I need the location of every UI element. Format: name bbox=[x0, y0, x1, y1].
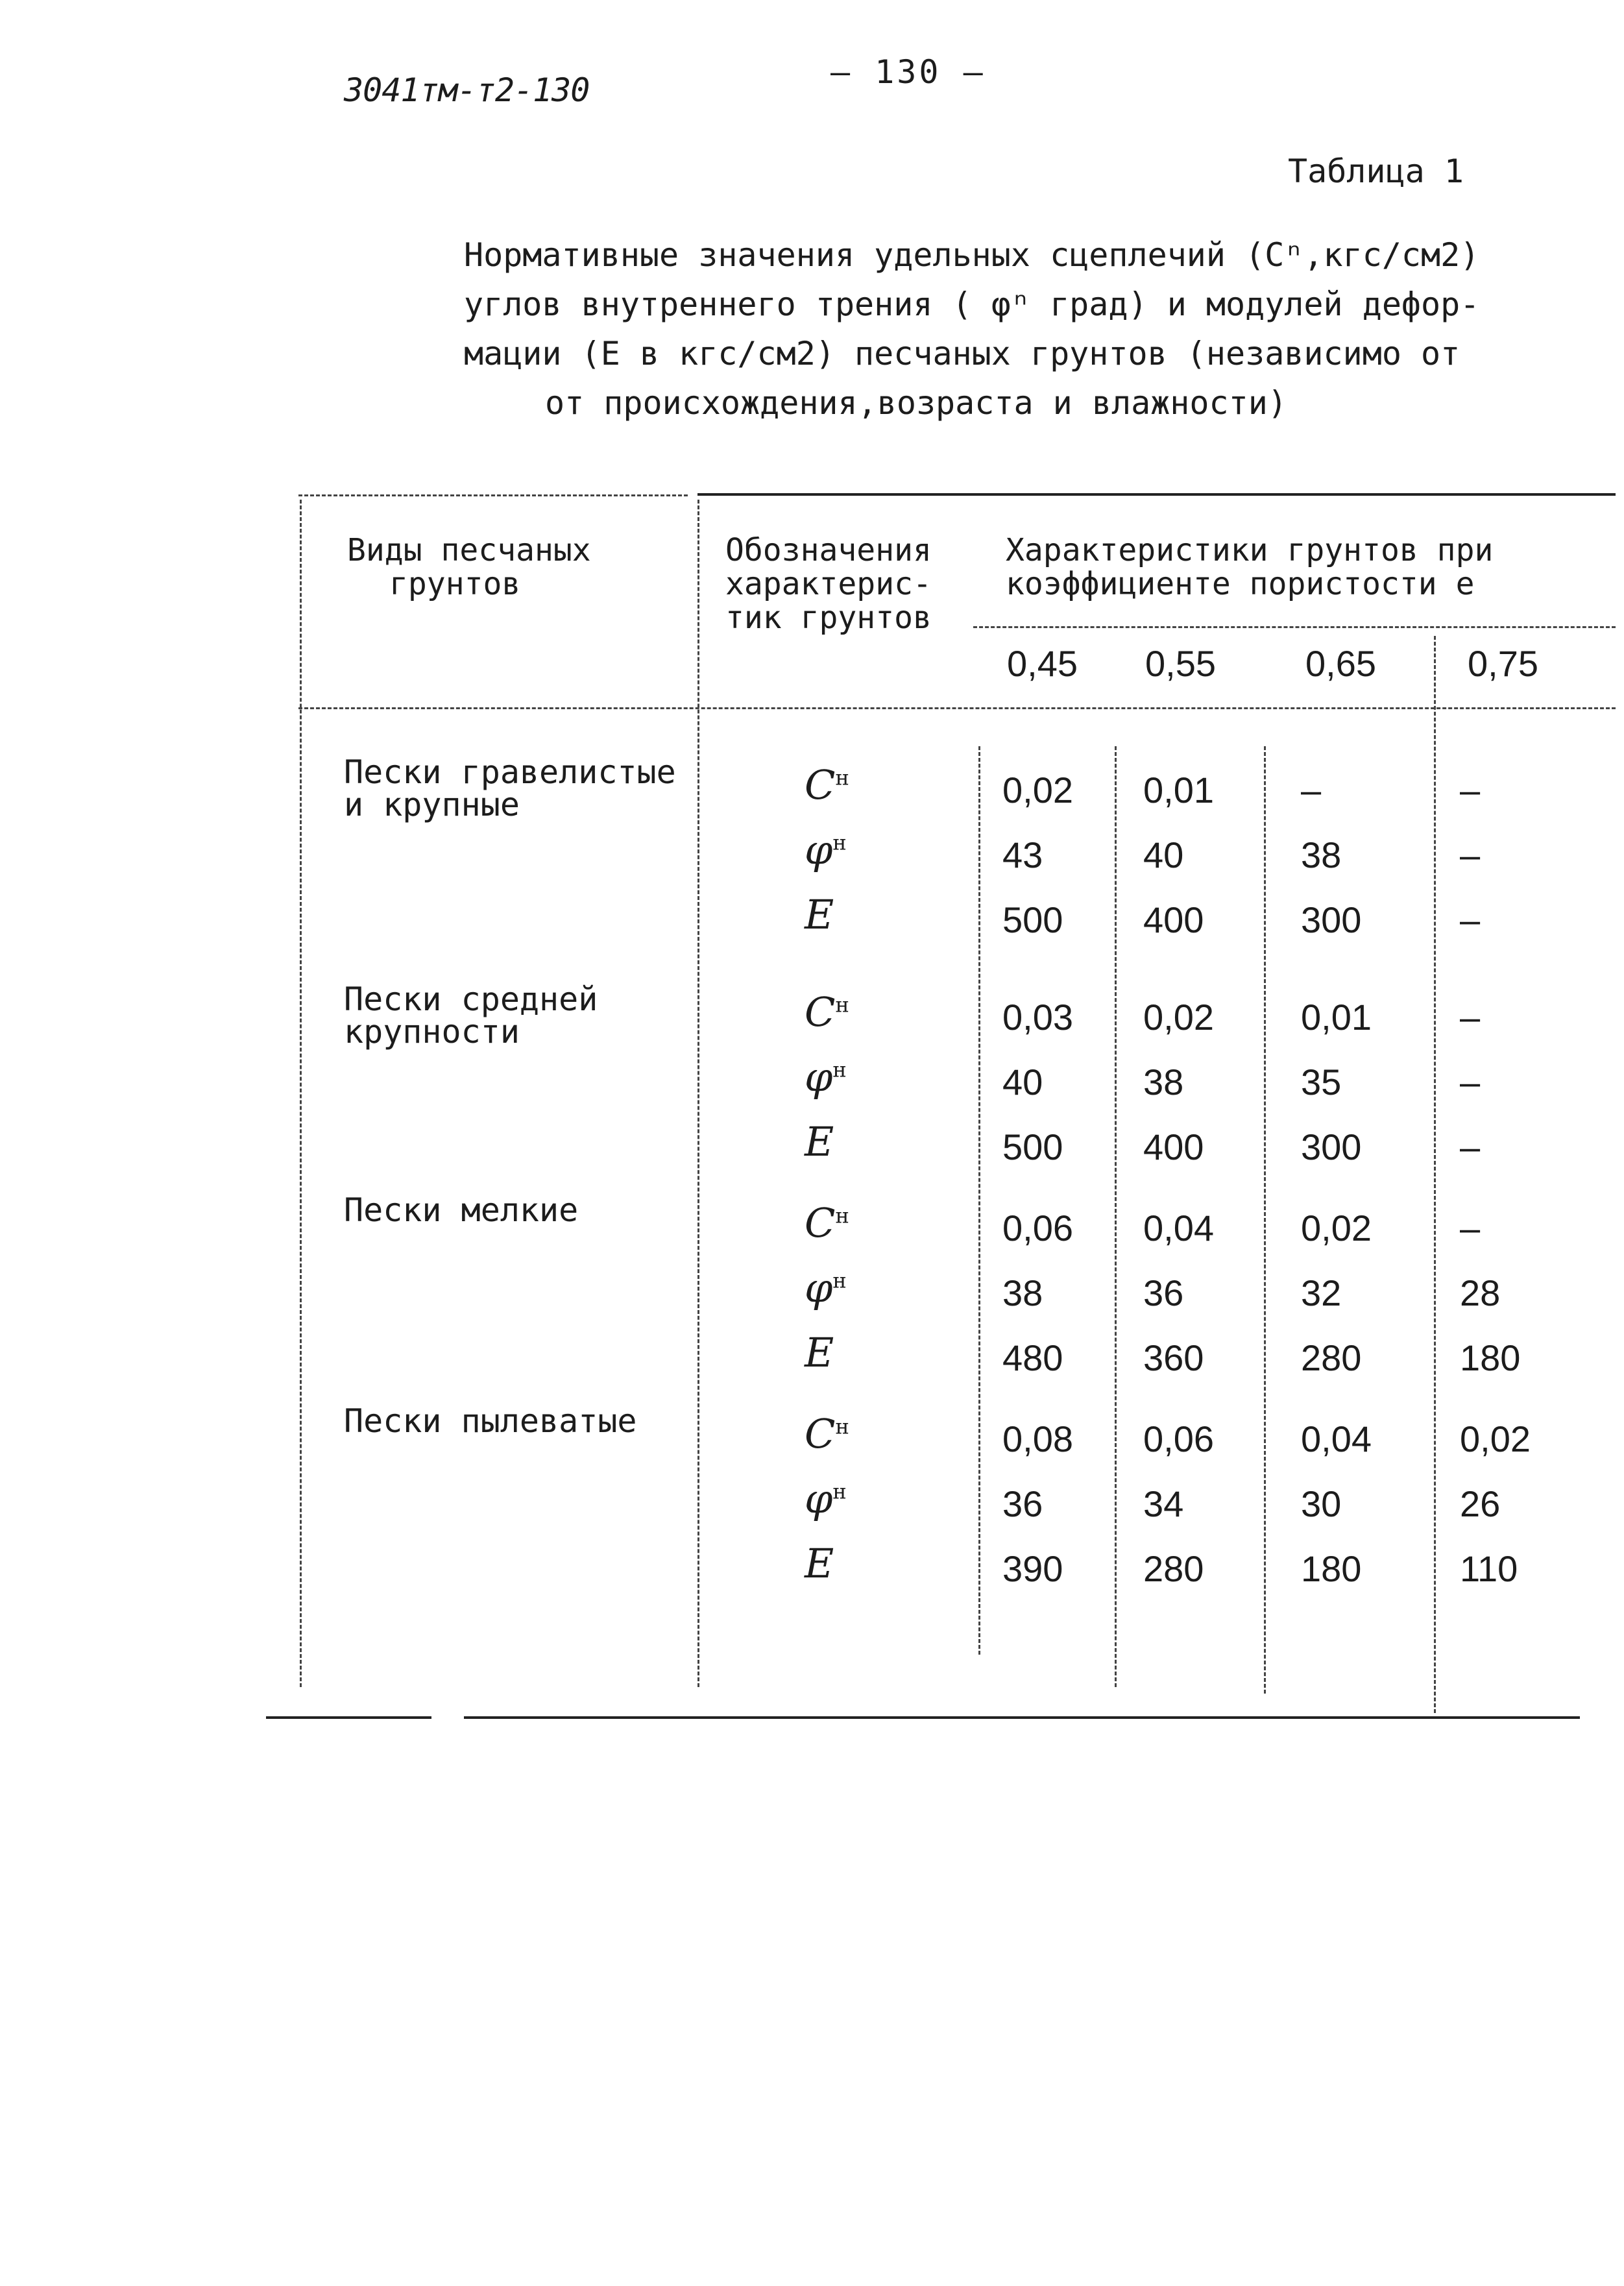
col4-divider bbox=[1264, 746, 1266, 1694]
table-cell-value: – bbox=[1301, 770, 1322, 810]
soil-type-line: Пески средней bbox=[344, 980, 598, 1018]
characteristic-symbol: $\varphi^н$ bbox=[805, 1264, 847, 1311]
table-cell-value: – bbox=[1460, 1126, 1481, 1167]
soil-type-line: Пески гравелистые bbox=[344, 753, 676, 791]
table-cell-value: 360 bbox=[1143, 1337, 1204, 1378]
table-cell-value: 0,06 bbox=[1143, 1418, 1214, 1459]
table-cell-value: 500 bbox=[1002, 899, 1063, 940]
soil-type-line: крупности bbox=[344, 1013, 520, 1051]
table-cell-value: 0,02 bbox=[1143, 997, 1214, 1038]
table-cell-value: 38 bbox=[1002, 1272, 1043, 1313]
soil-type-name bbox=[344, 753, 676, 823]
table-cell-value: 400 bbox=[1143, 1126, 1204, 1167]
table-cell-value: 0,03 bbox=[1002, 997, 1073, 1038]
col-header-soil-type bbox=[347, 533, 591, 601]
table-label: Таблица 1 bbox=[1288, 152, 1464, 190]
table-cell-value: 0,01 bbox=[1143, 770, 1214, 810]
table-cell-value: 280 bbox=[1143, 1548, 1204, 1589]
table-cell-value: – bbox=[1460, 1062, 1481, 1102]
characteristic-symbol: E bbox=[805, 1329, 834, 1376]
table-cell-value: 480 bbox=[1002, 1337, 1063, 1378]
characteristic-symbol: $\varphi^н$ bbox=[805, 1475, 847, 1522]
table-cell-value: 500 bbox=[1002, 1126, 1063, 1167]
caption-line: Нормативные значения удельных сцеплечий (Сⁿ,кгс/см2) bbox=[464, 236, 1480, 274]
porosity-value: 0,55 bbox=[1145, 643, 1216, 684]
table-cell-value: – bbox=[1460, 899, 1481, 940]
table-cell-value: 26 bbox=[1460, 1483, 1501, 1524]
table-cell-value: 0,06 bbox=[1002, 1208, 1073, 1248]
soil-type-name bbox=[344, 980, 598, 1051]
table-cell-value: 28 bbox=[1460, 1272, 1501, 1313]
table-cell-value: 0,01 bbox=[1301, 997, 1372, 1038]
header-bottom-rule bbox=[298, 707, 1616, 709]
table-cell-value: 300 bbox=[1301, 1126, 1362, 1167]
caption-line: углов внутреннего трения ( φⁿ град) и модулей дефор- bbox=[464, 286, 1480, 323]
table-top-dash bbox=[298, 494, 688, 496]
soil-type-name bbox=[344, 1191, 579, 1229]
table-cell-value: 30 bbox=[1301, 1483, 1342, 1524]
page-number: – 130 – bbox=[830, 53, 986, 91]
col-header-characteristics bbox=[1006, 533, 1493, 601]
table-cell-value: 32 bbox=[1301, 1272, 1342, 1313]
header-line: Обозначения bbox=[725, 532, 932, 568]
table-cell-value: 0,08 bbox=[1002, 1418, 1073, 1459]
table-caption bbox=[464, 230, 1479, 428]
caption-line: мации (Е в кгс/см2) песчаных грунтов (независимо от bbox=[464, 335, 1460, 372]
characteristic-symbol: $C^н$ bbox=[805, 1410, 849, 1457]
table-cell-value: 0,02 bbox=[1301, 1208, 1372, 1248]
characteristic-symbol: $C^н$ bbox=[805, 761, 849, 809]
table-cell-value: – bbox=[1460, 1208, 1481, 1248]
header-line: характерис- bbox=[725, 566, 932, 602]
col3-divider bbox=[1115, 746, 1117, 1687]
table-cell-value: 35 bbox=[1301, 1062, 1342, 1102]
table-cell-value: 36 bbox=[1002, 1483, 1043, 1524]
characteristic-symbol: E bbox=[805, 891, 834, 938]
table-cell-value: 0,02 bbox=[1002, 770, 1073, 810]
table-cell-value: 0,02 bbox=[1460, 1418, 1531, 1459]
caption-line: от происхождения,возраста и влажности) bbox=[545, 384, 1287, 422]
soil-type-line: Пески пылеватые bbox=[344, 1402, 637, 1440]
porosity-value: 0,65 bbox=[1305, 643, 1376, 684]
table-cell-value: 180 bbox=[1301, 1548, 1362, 1589]
table-cell-value: 280 bbox=[1301, 1337, 1362, 1378]
table-cell-value: 38 bbox=[1143, 1062, 1184, 1102]
table-cell-value: 390 bbox=[1002, 1548, 1063, 1589]
header-line: Характеристики грунтов при bbox=[1006, 532, 1494, 568]
porosity-value: 0,75 bbox=[1468, 643, 1538, 684]
table-cell-value: 180 bbox=[1460, 1337, 1521, 1378]
table-bottom-rule-left bbox=[266, 1716, 431, 1719]
characteristic-symbol: $C^н$ bbox=[805, 1199, 849, 1246]
col5-divider bbox=[1434, 636, 1436, 1713]
table-cell-value: 300 bbox=[1301, 899, 1362, 940]
table-cell-value: 0,04 bbox=[1143, 1208, 1214, 1248]
header-line: тик грунтов bbox=[725, 600, 932, 636]
header-line: Виды песчаных bbox=[347, 532, 591, 568]
left-border bbox=[300, 500, 302, 1687]
table-bottom-rule-right bbox=[464, 1716, 1580, 1719]
soil-type-line: Пески мелкие bbox=[344, 1191, 579, 1229]
characteristic-symbol: E bbox=[805, 1118, 834, 1165]
characteristic-symbol: E bbox=[805, 1540, 834, 1587]
table-top-rule bbox=[697, 493, 1616, 496]
table-cell-value: 40 bbox=[1002, 1062, 1043, 1102]
table-cell-value: 40 bbox=[1143, 834, 1184, 875]
table-cell-value: – bbox=[1460, 834, 1481, 875]
col1-divider bbox=[697, 500, 699, 1687]
table-cell-value: 0,04 bbox=[1301, 1418, 1372, 1459]
header-line: коэффициенте пористости е bbox=[1006, 566, 1475, 602]
subheader-rule bbox=[973, 626, 1616, 628]
table-cell-value: 43 bbox=[1002, 834, 1043, 875]
soil-type-line: и крупные bbox=[344, 786, 520, 823]
characteristic-symbol: $C^н$ bbox=[805, 988, 849, 1036]
soil-type-name bbox=[344, 1402, 637, 1440]
header-line: грунтов bbox=[389, 566, 521, 602]
characteristic-symbol: $\varphi^н$ bbox=[805, 826, 847, 873]
document-code: 3041тм-т2-130 bbox=[344, 71, 590, 109]
table-cell-value: 36 bbox=[1143, 1272, 1184, 1313]
table-cell-value: 110 bbox=[1460, 1548, 1518, 1589]
table-cell-value: 400 bbox=[1143, 899, 1204, 940]
col2-divider bbox=[978, 746, 980, 1655]
table-cell-value: – bbox=[1460, 997, 1481, 1038]
table-cell-value: 38 bbox=[1301, 834, 1342, 875]
table-cell-value: – bbox=[1460, 770, 1481, 810]
col-header-designation bbox=[725, 533, 932, 635]
table-cell-value: 34 bbox=[1143, 1483, 1184, 1524]
characteristic-symbol: $\varphi^н$ bbox=[805, 1053, 847, 1100]
porosity-value: 0,45 bbox=[1007, 643, 1078, 684]
